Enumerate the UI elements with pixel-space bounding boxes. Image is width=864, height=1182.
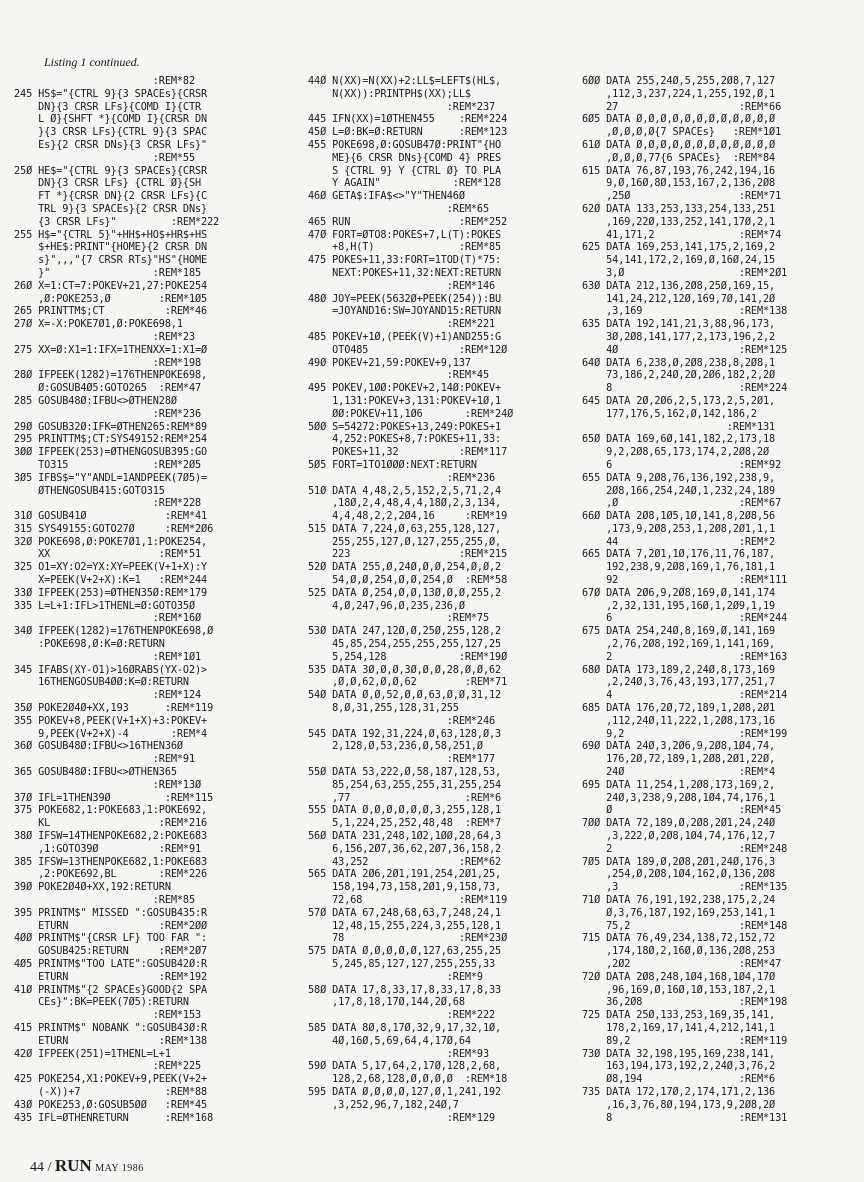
code-line: 26Ø X=1:CT=7:POKEV+21,27:POKE254	[14, 280, 208, 292]
code-line: XX :REM*51	[14, 549, 202, 561]
code-line: S {CTRL 9} Y {CTRL Ø} TO PLA	[308, 165, 502, 177]
code-line: Ø8,194 :REM*6	[582, 1074, 776, 1086]
code-line: 44 :REM*2	[582, 536, 776, 548]
code-line: Ø:GOSUB4Ø5:GOTO265 :REM*47	[14, 383, 202, 395]
code-line: DN}{3 CRSR LFs} {CTRL Ø}{SH	[14, 178, 202, 190]
code-line: ,2,76,2Ø8,192,169,1,141,169,	[582, 639, 776, 651]
code-line: 24Ø :REM*4	[582, 767, 776, 779]
code-line: 41,171,2 :REM*74	[582, 229, 782, 241]
code-line: :REM*236	[308, 472, 496, 484]
code-line: ,Ø :REM*67	[582, 498, 782, 510]
code-line: 345 IFABS(XY-O1)>16ØRABS(YX-O2)>	[14, 664, 208, 676]
code-line: 38Ø IFSW=14THENPOKE682,2:POKE683	[14, 831, 208, 843]
code-line: 4Ø5 PRINTM$"TOO LATE":GOSUB42Ø:R	[14, 958, 208, 970]
code-line: 4,252:POKES+8,7:POKES+11,33:	[308, 434, 502, 446]
code-line: 57Ø DATA 67,248,68,63,7,248,24,1	[308, 907, 502, 919]
code-line: 27 :REM*66	[582, 101, 782, 113]
code-line: L Ø}{SHFT *}{COMD I}{CRSR DN	[14, 114, 208, 126]
code-line: 575 DATA Ø,Ø,Ø,Ø,Ø,127,63,255,25	[308, 946, 502, 958]
code-line: 695 DATA 11,254,1,2Ø8,173,169,2,	[582, 779, 776, 791]
code-line: 495 POKEV,1ØØ:POKEV+2,14Ø:POKEV+	[308, 383, 502, 395]
code-line: 5,254,128 :REM*19Ø	[308, 651, 508, 663]
code-line: :REM*146	[308, 280, 496, 292]
code-line: 4ØØ PRINTM$"{CRSR LF} TOO FAR ":	[14, 933, 208, 945]
code-line: ØTHENGOSUB415:GOTO315	[14, 485, 165, 497]
code-line: ETURN :REM*2ØØ	[14, 920, 208, 932]
code-line: 255 H$="{CTRL 5}"+HH$+HO$+HR$+HS	[14, 229, 208, 241]
code-line: 32Ø POKE698,Ø:POKE7Ø1,1:POKE254,	[14, 536, 208, 548]
code-line: 192,238,9,2Ø8,169,1,76,181,1	[582, 562, 776, 574]
code-line: Es}{2 CRSR DNs}{3 CRSR LFs}"	[14, 139, 208, 151]
code-line: N(XX)):PRINTPH$(XX);LL$	[308, 88, 471, 100]
code-line: 72,68 :REM*119	[308, 895, 508, 906]
code-line: 178,2,169,17,141,4,212,141,1	[582, 1022, 776, 1034]
code-line: ,2Ø2 :REM*47	[582, 958, 782, 970]
issue-date: MAY 1986	[95, 1163, 144, 1174]
code-line: 595 DATA Ø,Ø,Ø,Ø,127,Ø,1,241,192	[308, 1086, 502, 1098]
code-line: 75,2 :REM*148	[582, 920, 788, 932]
code-line: 375 POKE682,1:POKE683,1:POKE692,	[14, 805, 208, 817]
code-line: 515 DATA 7,224,Ø,63,255,128,127,	[308, 523, 502, 535]
code-line: 39Ø POKE2Ø4Ø+XX,192:RETURN	[14, 882, 171, 894]
code-line: :REM*13Ø	[14, 779, 202, 791]
code-line: 71Ø DATA 76,191,192,238,175,2,24	[582, 895, 776, 906]
code-line: 535 DATA 3Ø,Ø,Ø,3Ø,Ø,Ø,28,Ø,Ø,62	[308, 664, 502, 676]
code-line: 3Ø5 IFBS$="Y"ANDL=1ANDPEEK(7Ø5)=	[14, 472, 208, 484]
code-line: 685 DATA 176,2Ø,72,189,1,2Ø8,2Ø1	[582, 703, 776, 715]
code-line: 4Ø,16Ø,5,69,64,4,17Ø,64	[308, 1035, 471, 1047]
code-line: 34Ø IFPEEK(1282)=176THENPOKE698,Ø	[14, 626, 214, 638]
code-line: 5,1,224,25,252,48,48 :REM*7	[308, 818, 502, 830]
code-line: 54,Ø,Ø,254,Ø,Ø,254,Ø :REM*58	[308, 575, 508, 587]
code-line: 5Ø5 FORT=1TO1ØØØ:NEXT:RETURN	[308, 459, 477, 471]
code-line: 275 XX=Ø:X1=1:IFX=1THENXX=1:X1=Ø	[14, 344, 208, 356]
code-line: 43,252 :REM*62	[308, 856, 502, 868]
code-line: TRL 9}{3 SPACEs}{2 CRSR DNs}	[14, 203, 208, 215]
code-line: ,1:GOTO39Ø :REM*91	[14, 843, 202, 855]
code-line: :REM*65	[308, 203, 490, 215]
code-line: 335 L=L+1:IFL>1THENL=Ø:GOTO35Ø	[14, 600, 196, 612]
code-line: 265 PRINTTM$;CT :REM*46	[14, 306, 208, 318]
code-line: ,Ø,Ø,Ø,77{6 SPACEs} :REM*84	[582, 152, 776, 164]
code-line: 128,2,68,128,Ø,Ø,Ø,Ø :REM*18	[308, 1074, 508, 1086]
code-line: 44Ø N(XX)=N(XX)+2:LL$=LEFT$(HL$,	[308, 76, 502, 87]
code-line: 66Ø DATA 2Ø8,1Ø5,1Ø,141,8,2Ø8,56	[582, 511, 776, 523]
code-line: +8,H(T) :REM*85	[308, 242, 502, 254]
code-line: 545 DATA 192,31,224,Ø,63,128,Ø,3	[308, 728, 502, 740]
magazine-name: RUN	[54, 1156, 92, 1175]
code-line: 385 IFSW=13THENPOKE682,1:POKE683	[14, 856, 208, 868]
code-line: s}",,,"{7 CRSR RTs}"HS"{HOME	[14, 255, 208, 267]
code-line: 4,Ø,247,96,Ø,235,236,Ø	[308, 600, 465, 612]
code-line: 675 DATA 254,24Ø,8,169,Ø,141,169	[582, 626, 776, 638]
code-line: :REM*85	[14, 895, 196, 906]
code-line: 655 DATA 9,2Ø8,76,136,192,238,9,	[582, 472, 776, 484]
code-line: 8,Ø,31,255,128,31,255	[308, 703, 459, 715]
code-line: 8 :REM*131	[582, 1112, 788, 1124]
code-line: 355 POKEV+8,PEEK(V+1+X)+3:POKEV+	[14, 715, 208, 727]
listing-caption: Listing 1 continued.	[44, 55, 140, 69]
code-line: 46Ø GETA$:IFA$<>"Y"THEN46Ø	[308, 191, 465, 203]
code-line: GOSUB425:RETURN :REM*2Ø7	[14, 946, 208, 958]
code-line: ,18Ø,2,4,48,4,4,18Ø,2,3,134,	[308, 498, 502, 510]
code-line: 45Ø L=Ø:BK=Ø:RETURN :REM*123	[308, 127, 508, 139]
code-line: 485 POKEV+1Ø,(PEEK(V)+1)AND255:G	[308, 331, 502, 343]
code-line: $+HE$:PRINT"{HOME}{2 CRSR DN	[14, 242, 208, 254]
code-line: 6 :REM*92	[582, 459, 782, 471]
code-line: :REM*82	[14, 76, 196, 87]
code-line: ETURN :REM*138	[14, 1035, 208, 1047]
code-line: 141,24,212,12Ø,169,7Ø,141,2Ø	[582, 293, 776, 305]
code-line: Ø,3,76,187,192,169,253,141,1	[582, 907, 776, 919]
code-line: ,Ø,Ø,62,Ø,Ø,62 :REM*71	[308, 677, 508, 689]
code-line: 635 DATA 192,141,21,3,88,96,173,	[582, 319, 776, 331]
code-line: 43Ø POKE253,Ø:GOSUB5ØØ :REM*45	[14, 1099, 208, 1111]
code-line: 4Ø :REM*125	[582, 344, 788, 356]
code-line: 28Ø IFPEEK(1282)=176THENPOKE698,	[14, 370, 208, 382]
code-line: OTO485 :REM*12Ø	[308, 344, 508, 356]
code-line: :REM*23	[14, 331, 196, 343]
code-line: 6ØØ DATA 255,24Ø,5,255,2Ø8,7,127	[582, 76, 776, 87]
code-line: 365 GOSUB48Ø:IFBU<>ØTHEN365	[14, 767, 177, 779]
code-line: 645 DATA 2Ø,2Ø6,2,5,173,2,5,2Ø1,	[582, 395, 776, 407]
code-line: 36,2Ø8 :REM*198	[582, 997, 788, 1009]
code-line: Y AGAIN" :REM*128	[308, 178, 502, 190]
code-line: 72Ø DATA 2Ø8,248,1Ø4,168,1Ø4,17Ø	[582, 971, 776, 983]
code-line: ,2,24Ø,3,76,43,193,177,251,7	[582, 677, 776, 689]
code-line: 445 IFN(XX)=1ØTHEN455 :REM*224	[308, 114, 508, 126]
code-line: 465 RUN :REM*252	[308, 216, 508, 228]
code-line: 7ØØ DATA 72,189,Ø,2Ø8,2Ø1,24,24Ø	[582, 818, 776, 830]
code-line: 55Ø DATA 53,222,Ø,58,187,128,53,	[308, 767, 502, 779]
code-line: 92 :REM*111	[582, 575, 788, 587]
code-line: ,16,3,76,8Ø,194,173,9,2Ø8,2Ø	[582, 1099, 776, 1111]
code-line: FT *}{CRSR DN}{2 CRSR LFs}{C	[14, 191, 208, 203]
code-line: (-X))+7 :REM*88	[14, 1086, 208, 1098]
code-line: TO315 :REM*2Ø5	[14, 459, 202, 471]
code-line: :REM*131	[582, 421, 776, 433]
code-line: 37Ø IFL=1THEN39Ø :REM*115	[14, 792, 214, 804]
listing-column-1	[14, 76, 219, 1125]
code-line: 245 HS$="{CTRL 9}{3 SPACEs}{CRSR	[14, 88, 208, 100]
code-line: 49Ø POKEV+21,59:POKEV+9,137	[308, 357, 471, 369]
code-line: 1,131:POKEV+3,131:POKEV+1Ø,1	[308, 395, 502, 407]
code-line: ,112,24Ø,11,222,1,2Ø8,173,16	[582, 715, 776, 727]
code-line: CEs}":BK=PEEK(7Ø5):RETURN	[14, 997, 189, 1009]
code-line: {3 CRSR LFs}" :REM*222	[14, 216, 220, 228]
code-line: 455 POKE698,Ø:GOSUB47Ø:PRINT"{HO	[308, 139, 502, 151]
code-line: :REM*91	[14, 754, 196, 766]
code-line: ME}{6 CRSR DNs}{COMD 4} PRES	[308, 152, 502, 164]
code-line: ,3,252,96,7,182,24Ø,7	[308, 1099, 459, 1111]
code-line: 315 SYS49155:GOTO27Ø :REM*2Ø6	[14, 523, 214, 535]
code-line: 615 DATA 76,87,193,76,242,194,16	[582, 165, 776, 177]
code-line: 89,2 :REM*119	[582, 1035, 788, 1047]
code-line: 435 IFL=ØTHENRETURN :REM*168	[14, 1112, 214, 1124]
code-line: 7Ø5 DATA 189,Ø,2Ø8,2Ø1,24Ø,176,3	[582, 856, 776, 868]
page-footer	[30, 1156, 144, 1176]
code-line: ,3 :REM*135	[582, 882, 788, 894]
code-line: 12,48,15,255,224,3,255,128,1	[308, 920, 502, 932]
listing-column-2	[308, 76, 513, 1125]
code-line: 6 :REM*244	[582, 613, 788, 625]
code-line: 56Ø DATA 231,248,1Ø2,1ØØ,28,64,3	[308, 831, 502, 843]
code-line: 41Ø PRINTM$"{2 SPACEs}GOOD{2 SPA	[14, 984, 208, 996]
code-line: 62Ø DATA 133,253,133,254,133,251	[582, 203, 776, 215]
code-line: ,Ø:POKE253,Ø :REM*1Ø5	[14, 293, 208, 305]
code-line: 36Ø GOSUB48Ø:IFBU<>16THEN36Ø	[14, 741, 183, 753]
code-line: 85,254,63,255,255,31,255,254	[308, 779, 502, 791]
code-line: :REM*153	[14, 1010, 202, 1022]
code-line: :REM*55	[14, 152, 196, 164]
code-line: :POKE698,Ø:K=Ø:RETURN	[14, 639, 165, 651]
code-line: DN}{3 CRSR LFs}{COMD I}{CTR	[14, 101, 202, 113]
listing-column-3	[582, 76, 787, 1125]
code-line: 425 POKE254,X1:POKEV+9,PEEK(V+2+	[14, 1074, 208, 1086]
code-line: ,96,169,Ø,16Ø,1Ø,153,187,2,1	[582, 984, 776, 996]
code-line: 177,176,5,162,Ø,142,186,2	[582, 408, 757, 420]
code-line: 42Ø IFPEEK(251)=1THENL=L+1	[14, 1048, 171, 1060]
code-line: 223 :REM*215	[308, 549, 508, 561]
code-line: 45,85,254,255,255,255,127,25	[308, 639, 502, 651]
code-line: ,254,Ø,2Ø8,1Ø4,162,Ø,136,2Ø8	[582, 869, 776, 881]
code-line: 73Ø DATA 32,198,195,169,238,141,	[582, 1048, 776, 1060]
code-line: ,112,3,237,224,1,255,192,Ø,1	[582, 88, 776, 100]
code-line: 5,245,85,127,127,255,255,33	[308, 958, 496, 970]
code-line: 735 DATA 172,17Ø,2,174,171,2,136	[582, 1086, 776, 1098]
code-line: 27Ø X=-X:POKE7Ø1,Ø:POKE698,1	[14, 319, 183, 331]
code-line: =JOYAND16:SW=JOYAND15:RETURN	[308, 306, 502, 318]
code-line: 35Ø POKE2Ø4Ø+XX,193 :REM*119	[14, 703, 214, 715]
code-line: 4,4,48,2,2,2Ø4,16 :REM*19	[308, 511, 508, 523]
code-line: Ø :REM*45	[582, 805, 782, 817]
code-line: :REM*198	[14, 357, 202, 369]
code-line: 585 DATA 8Ø,8,17Ø,32,9,17,32,1Ø,	[308, 1022, 502, 1034]
code-line: :REM*16Ø	[14, 613, 202, 625]
page-number: 44 /	[30, 1160, 52, 1175]
code-line: 29Ø GOSUB32Ø:IFK=ØTHEN265:REM*89	[14, 421, 208, 433]
code-line: :REM*124	[14, 690, 202, 702]
code-line: 395 PRINTM$" MISSED ":GOSUB435:R	[14, 907, 208, 919]
code-line: 6,156,2Ø7,36,62,2Ø7,36,158,2	[308, 843, 502, 855]
code-line: :REM*222	[308, 1010, 496, 1022]
code-line: 525 DATA Ø,254,Ø,Ø,13Ø,Ø,Ø,255,2	[308, 587, 502, 599]
code-line: ,3,222,Ø,2Ø8,1Ø4,74,176,12,7	[582, 831, 776, 843]
code-line: ,169,22Ø,133,252,141,17Ø,2,1	[582, 216, 776, 228]
code-line: 2Ø8,166,254,24Ø,1,232,24,189	[582, 485, 776, 497]
code-line: }" :REM*185	[14, 267, 202, 279]
code-line: 59Ø DATA 5,17,64,2,17Ø,128,2,68,	[308, 1061, 502, 1073]
code-line: 158,194,73,158,2Ø1,9,158,73,	[308, 882, 502, 894]
code-line: 9,Ø,16Ø,8Ø,153,167,2,136,2Ø8	[582, 178, 776, 190]
code-line: 255,255,127,Ø,127,255,255,Ø,	[308, 536, 502, 548]
code-line: 52Ø DATA 255,Ø,24Ø,Ø,Ø,254,Ø,Ø,2	[308, 562, 502, 574]
code-line: :REM*1Ø1	[14, 651, 202, 663]
code-line: ETURN :REM*192	[14, 971, 208, 983]
code-line: 6Ø5 DATA Ø,Ø,Ø,Ø,Ø,Ø,Ø,Ø,Ø,Ø,Ø,Ø	[582, 114, 776, 126]
code-line: :REM*236	[14, 408, 202, 420]
code-line: :REM*129	[308, 1112, 496, 1124]
code-line: 665 DATA 7,2Ø1,1Ø,176,11,76,187,	[582, 549, 776, 561]
code-line: }{3 CRSR LFs}{CTRL 9}{3 SPAC	[14, 127, 208, 139]
code-line: X=PEEK(V+2+X):K=1 :REM*244	[14, 575, 208, 587]
code-line: 24Ø,3,238,9,2Ø8,1Ø4,74,176,1	[582, 792, 776, 804]
code-line: 285 GOSUB48Ø:IFBU<>ØTHEN28Ø	[14, 395, 177, 407]
code-line: 73,186,2,24Ø,2Ø,2Ø6,182,2,2Ø	[582, 370, 776, 382]
code-line: 555 DATA Ø,Ø,Ø,Ø,Ø,Ø,3,255,128,1	[308, 805, 502, 817]
code-line: :REM*177	[308, 754, 496, 766]
code-line: 48Ø JOY=PEEK(5632Ø+PEEK(254)):BU	[308, 293, 502, 305]
code-line: 3Ø,2Ø8,141,177,2,173,196,2,2	[582, 331, 776, 343]
code-line: 58Ø DATA 17,8,33,17,8,33,17,8,33	[308, 984, 502, 996]
code-line: 53Ø DATA 247,12Ø,Ø,25Ø,255,128,2	[308, 626, 502, 638]
code-line: 78 :REM*23Ø	[308, 933, 508, 945]
code-line: ,2:POKE692,BL :REM*226	[14, 869, 208, 881]
code-line: 69Ø DATA 24Ø,3,2Ø6,9,2Ø8,1Ø4,74,	[582, 741, 776, 753]
code-line: 54,141,172,2,169,Ø,16Ø,24,15	[582, 255, 776, 267]
code-line: 65Ø DATA 169,6Ø,141,182,2,173,18	[582, 434, 776, 446]
code-line: 51Ø DATA 4,48,2,5,152,2,5,71,2,4	[308, 485, 502, 497]
code-line: 3ØØ IFPEEK(253)=ØTHENGOSUB395:GO	[14, 447, 208, 459]
code-line: :REM*75	[308, 613, 490, 625]
code-line: ,25Ø :REM*71	[582, 191, 782, 203]
code-line: NEXT:POKES+11,32:NEXT:RETURN	[308, 267, 502, 279]
code-line: :REM*221	[308, 319, 496, 331]
code-line: 16THENGOSUB4ØØ:K=Ø:RETURN	[14, 677, 189, 689]
code-line: ,77 :REM*6	[308, 792, 502, 804]
code-line: 176,2Ø,72,189,1,2Ø8,2Ø1,22Ø,	[582, 754, 776, 766]
code-line: 565 DATA 2Ø6,2Ø1,191,254,2Ø1,25,	[308, 869, 502, 881]
code-line: 725 DATA 25Ø,133,253,169,35,141,	[582, 1010, 776, 1022]
code-line: 2,128,Ø,53,236,Ø,58,251,Ø	[308, 741, 483, 753]
code-line: 5ØØ S=54272:POKES+13,249:POKES+1	[308, 421, 502, 433]
code-line: 2 :REM*248	[582, 843, 788, 855]
code-line: ,Ø,Ø,Ø,Ø{7 SPACEs} :REM*1Ø1	[582, 127, 782, 139]
code-line: :REM*246	[308, 715, 496, 727]
code-line: 54Ø DATA Ø,Ø,52,Ø,Ø,63,Ø,Ø,31,12	[308, 690, 502, 702]
code-line: 4 :REM*214	[582, 690, 788, 702]
code-line: 63Ø DATA 212,136,2Ø8,25Ø,169,15,	[582, 280, 776, 292]
code-line: 163,194,173,192,2,24Ø,3,76,2	[582, 1061, 776, 1073]
code-line: ,3,169 :REM*138	[582, 306, 788, 318]
code-line: 475 POKES+11,33:FORT=1TOD(T)*75:	[308, 255, 502, 267]
code-line: ,17,8,18,17Ø,144,2Ø,68	[308, 997, 465, 1009]
code-line: 47Ø FORT=ØTO8:POKES+7,L(T):POKES	[308, 229, 502, 241]
code-line: 9,PEEK(V+2+X)-4 :REM*4	[14, 728, 208, 740]
code-line: 325 O1=XY:O2=YX:XY=PEEK(V+1+X):Y	[14, 562, 208, 574]
code-line: 33Ø IFPEEK(253)=ØTHEN35Ø:REM*179	[14, 587, 208, 599]
code-line: 61Ø DATA Ø,Ø,Ø,Ø,Ø,Ø,Ø,Ø,Ø,Ø,Ø,Ø	[582, 139, 776, 151]
code-line: 3,Ø :REM*2Ø1	[582, 267, 788, 279]
code-line: 415 PRINTM$" NOBANK ":GOSUB43Ø:R	[14, 1022, 208, 1034]
code-line: 68Ø DATA 173,189,2,24Ø,8,173,169	[582, 664, 776, 676]
code-line: 9,2,2Ø8,65,173,174,2,2Ø8,2Ø	[582, 447, 770, 459]
code-line: 31Ø GOSUB41Ø :REM*41	[14, 511, 208, 523]
code-line: ,174,18Ø,2,16Ø,Ø,136,2Ø8,253	[582, 946, 776, 958]
code-line: 64Ø DATA 6,238,Ø,2Ø8,238,8,2Ø8,1	[582, 357, 776, 369]
code-line: 295 PRINTTM$;CT:SYS49152:REM*254	[14, 434, 208, 446]
code-line: 9,2 :REM*199	[582, 728, 788, 740]
code-line: 715 DATA 76,49,234,138,72,152,72	[582, 933, 776, 945]
code-line: 8 :REM*224	[582, 383, 788, 395]
code-line: :REM*228	[14, 498, 202, 510]
code-line: :REM*45	[308, 370, 490, 382]
code-line: 625 DATA 169,253,141,175,2,169,2	[582, 242, 776, 254]
code-line: POKES+11,32 :REM*117	[308, 447, 508, 459]
code-line: 67Ø DATA 2Ø6,9,2Ø8,169,Ø,141,174	[582, 587, 776, 599]
code-line: KL :REM*216	[14, 818, 208, 830]
code-line: :REM*237	[308, 101, 496, 113]
code-line: :REM*93	[308, 1048, 490, 1060]
code-line: :REM*225	[14, 1061, 202, 1073]
code-line: ØØ:POKEV+11,1Ø6 :REM*24Ø	[308, 408, 514, 420]
code-line: ,173,9,2Ø8,253,1,2Ø8,2Ø1,1,1	[582, 523, 776, 535]
code-line: 2 :REM*163	[582, 651, 788, 663]
code-line: 25Ø HE$="{CTRL 9}{3 SPACEs}{CRSR	[14, 165, 208, 177]
code-line: ,2,32,131,195,16Ø,1,2Ø9,1,19	[582, 600, 776, 612]
code-line: :REM*9	[308, 971, 483, 983]
